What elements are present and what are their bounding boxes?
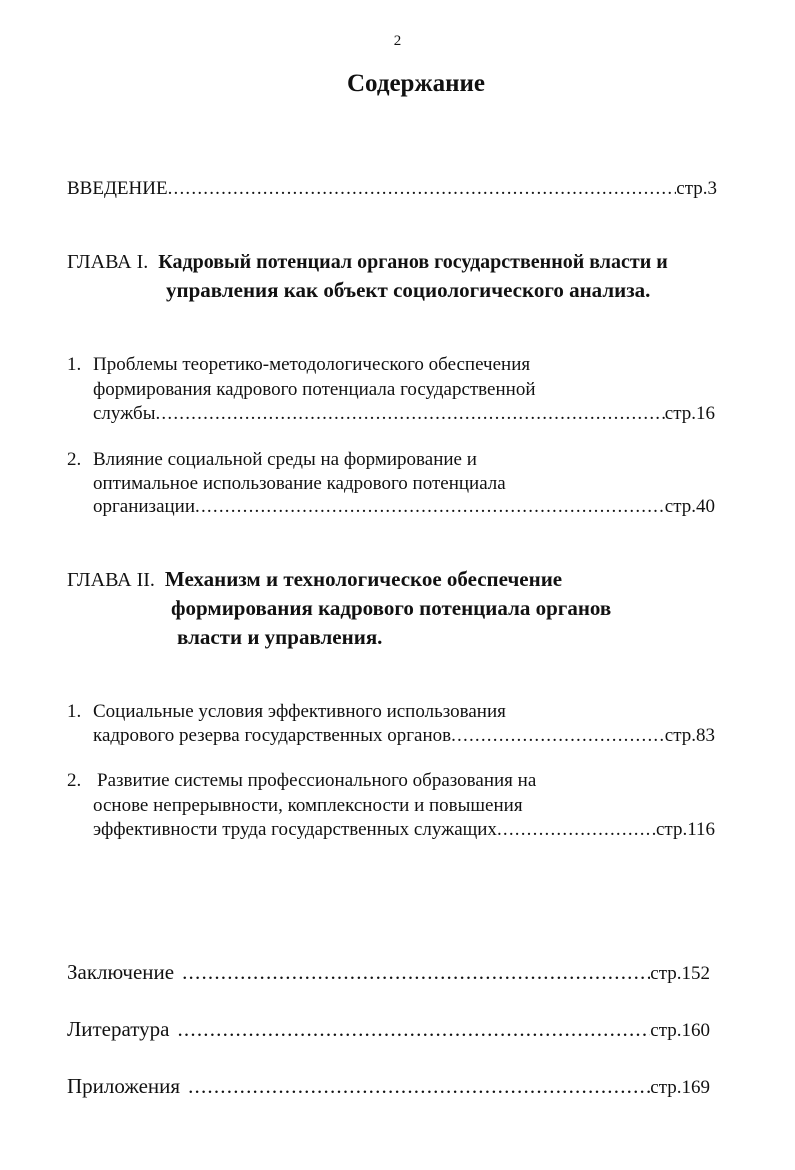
chapter-title-line: власти и управления. (177, 625, 383, 649)
toc-entry-appendices (67, 1074, 710, 1099)
chapter-2-heading (67, 567, 562, 592)
section-line: Влияние социальной среды на формирование и (93, 449, 477, 470)
page-title: Содержание (346, 70, 485, 97)
section-number: 1. (67, 354, 82, 375)
chapter-title-line: Механизм и технологическое обеспечение (164, 567, 563, 591)
leader-dots (155, 403, 664, 425)
section-line: организации (93, 496, 196, 517)
leader-dots (195, 496, 665, 518)
toc-entry-literature (67, 1017, 710, 1042)
page-number: 2 (393, 33, 402, 49)
section-number: 1. (67, 701, 82, 722)
toc-entry-page: стр.169 (650, 1077, 710, 1098)
chapter-title-line: управления как объект социологического анализа. (166, 278, 651, 302)
section-line: Проблемы теоретико-методологического обеспечения (93, 354, 531, 375)
section-line: основе непрерывности, комплексности и повышения (93, 795, 523, 816)
section-line: кадрового резерва государственных органов (93, 725, 452, 746)
chapter-label: ГЛАВА II. (67, 569, 155, 591)
toc-entry-page: стр.116 (655, 819, 715, 840)
section-line: службы (93, 403, 156, 424)
leader-dots (451, 725, 665, 747)
toc-entry-2-2 (93, 819, 715, 841)
chapter-label: ГЛАВА I. (67, 251, 149, 273)
section-line: формирования кадрового потенциала государственной (93, 379, 536, 400)
toc-entry-page: стр.152 (650, 963, 710, 984)
toc-entry-page: стр.160 (650, 1020, 710, 1041)
toc-entry-1-2 (93, 496, 715, 518)
toc-entry-page: стр.83 (664, 725, 715, 746)
leader-dots (177, 1017, 650, 1042)
leader-dots (182, 960, 650, 985)
toc-entry-conclusion (67, 960, 710, 985)
toc-entry-label: ВВЕДЕНИЕ (67, 178, 168, 199)
toc-entry-page: стр.16 (664, 403, 715, 424)
section-line: Социальные условия эффективного использования (93, 701, 506, 722)
chapter-1-heading (67, 251, 668, 274)
toc-entry-page: стр.40 (664, 496, 715, 517)
toc-entry-label: Литература (67, 1017, 170, 1041)
chapter-title-line: формирования кадрового потенциала органов (171, 596, 612, 620)
section-line: эффективности труда государственных служащих (93, 819, 497, 840)
leader-dots (188, 1074, 650, 1099)
toc-entry-label: Приложения (67, 1074, 181, 1098)
toc-entry-2-1 (93, 725, 715, 747)
toc-entry-intro (67, 178, 717, 200)
section-number: 2. (67, 449, 82, 470)
section-line: оптимальное использование кадрового потенциала (93, 473, 506, 494)
chapter-title-line: Кадровый потенциал органов государственной власти и (158, 251, 668, 273)
toc-entry-1-1 (93, 403, 715, 425)
section-number: 2. (67, 770, 82, 791)
toc-entry-page: стр.3 (676, 178, 717, 199)
leader-dots (497, 819, 656, 841)
leader-dots (168, 178, 677, 200)
section-line: Развитие системы профессионального образования на (97, 770, 537, 791)
toc-entry-label: Заключение (67, 960, 175, 984)
